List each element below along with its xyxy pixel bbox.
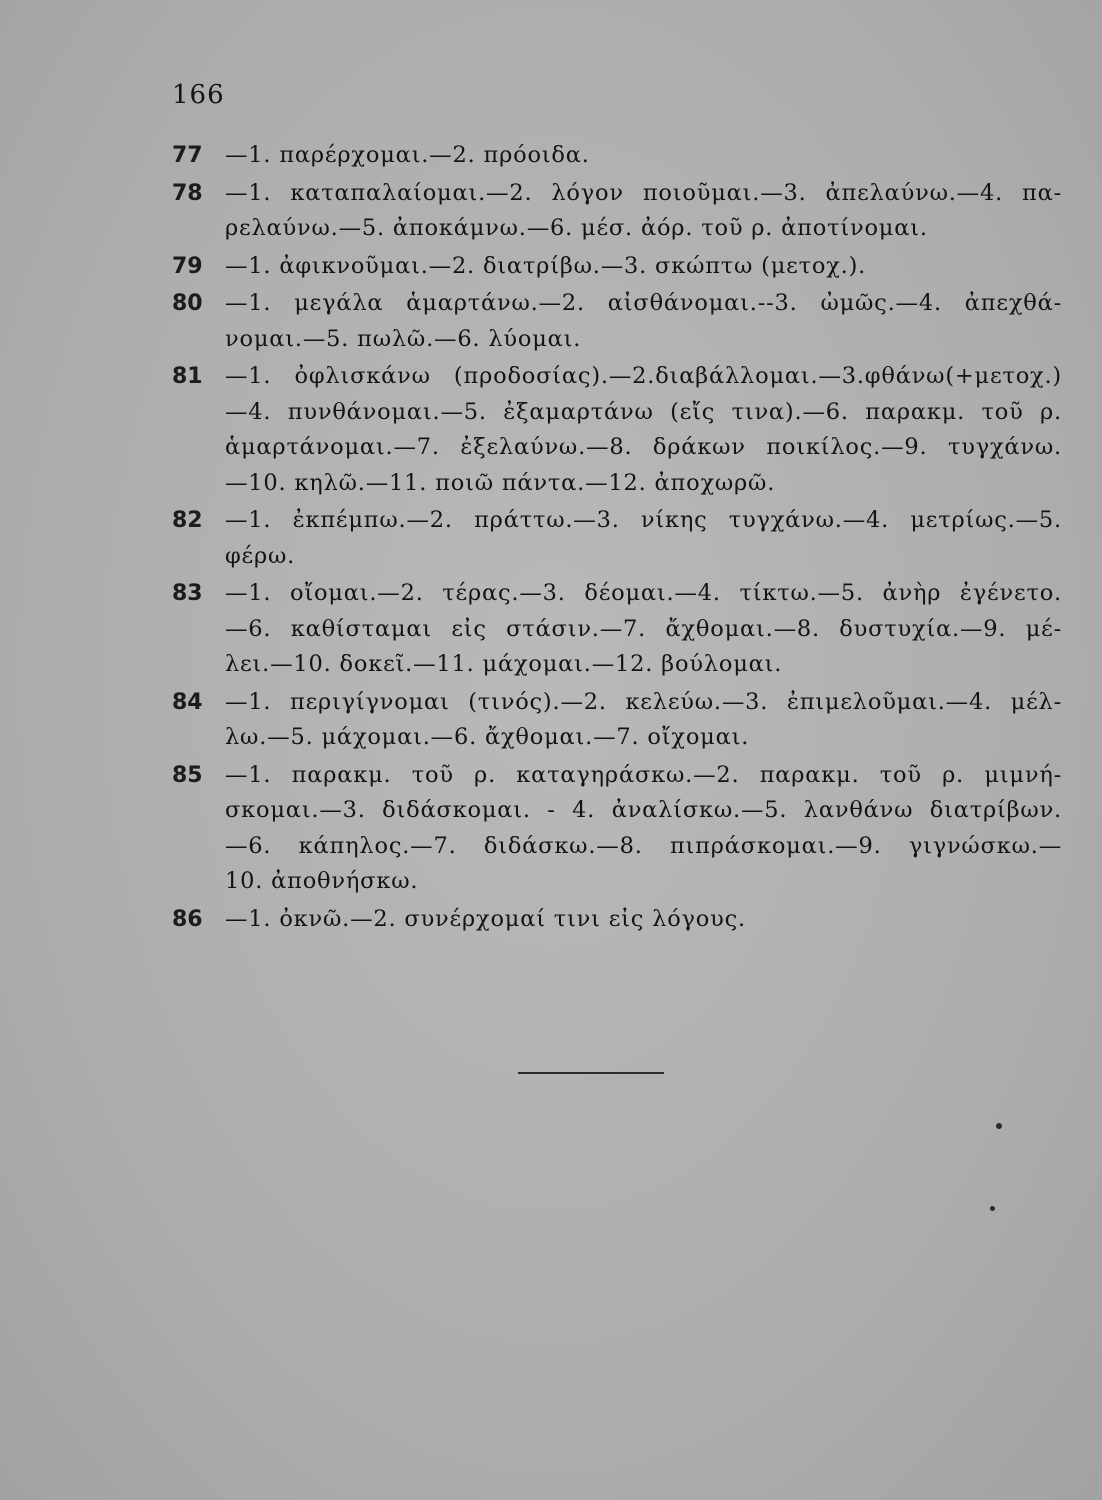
entry-line: σκομαι.—3. διδάσκομαι. - 4. ἀναλίσκω.—5. λανθάνω διατρίβων. [225,797,1062,823]
entry-86 [172,902,1062,938]
entry-number: 83 [172,581,203,606]
page-number: 166 [172,80,225,110]
entry-line: —6. καθίσταμαι εἰς στάσιν.—7. ἄχθομαι.—8. δυστυχία.—9. μέ- [225,615,1062,642]
entry-line: —1. μεγάλα ἁμαρτάνω.—2. αἰσθάνομαι.--3. ὠμῶς.—4. ἀπεχθά- [225,290,1062,316]
entry-number: 84 [172,689,203,715]
entry-line: —6. κάπηλος.—7. διδάσκω.—8. πιπράσκομαι.—9. γιγνώσκω.— [225,832,1062,859]
entry-line: —4. πυνθάνομαι.—5. ἐξαμαρτάνω (εἴς τινα).—6. παρακμ. τοῦ ρ. [225,398,1062,425]
entry-number: 85 [172,762,203,788]
entry-line: ρελαύνω.—5. ἀποκάμνω.—6. μέσ. ἀόρ. τοῦ ρ. ἀποτίνομαι. [225,215,928,241]
entry-line: —1. ὀφλισκάνω (προδοσίας).—2.διαβάλλομαι.—3.φθάνω(+μετοχ.) [225,363,1062,389]
entry-line: —1. καταπαλαίομαι.—2. λόγον ποιοῦμαι.—3. ἀπελαύνω.—4. πα- [225,179,1062,206]
entry-line: 10. ἀποθνήσκω. [225,868,419,894]
entry-82 [172,503,1062,574]
entry-number: 82 [172,508,203,533]
entry-line: —1. περιγίγνομαι (τινός).—2. κελεύω.—3. ἐπιμελοῦμαι.—4. μέλ- [225,688,1062,715]
entry-81 [172,359,1062,501]
answer-key-list [172,138,1062,939]
entry-line: νομαι.—5. πωλῶ.—6. λύομαι. [225,325,582,352]
entry-line: λει.—10. δοκεῖ.—11. μάχομαι.—12. βούλομαι. [225,651,783,677]
entry-line: —1. οἴομαι.—2. τέρας.—3. δέομαι.—4. τίκτω.—5. ἀνὴρ ἐγένετο. [225,580,1062,606]
ink-speck [996,1123,1002,1129]
entry-line: —1. ὀκνῶ.—2. συνέρχομαί τινι εἰς λόγους. [225,905,746,932]
entry-line: —1. παρέρχομαι.—2. πρόοιδα. [225,142,590,168]
entry-number: 78 [172,180,203,206]
entry-line: λω.—5. μάχομαι.—6. ἄχθομαι.—7. οἴχομαι. [225,724,750,750]
entry-line: —10. κηλῶ.—11. ποιῶ πάντα.—12. ἀποχωρῶ. [225,469,776,496]
entry-79 [172,249,1062,285]
entry-line: ἁμαρτάνομαι.—7. ἐξελαύνω.—8. δράκων ποικίλος.—9. τυγχάνω. [225,434,1062,460]
entry-number: 79 [172,253,203,279]
entry-84 [172,685,1062,756]
entry-line: φέρω. [225,542,296,569]
entry-number: 86 [172,906,203,932]
entry-85 [172,758,1062,900]
ink-speck [990,1206,995,1211]
entry-number: 77 [172,143,203,168]
entry-number: 81 [172,364,203,389]
entry-line: —1. ἀφικνοῦμαι.—2. διατρίβω.—3. σκώπτω (μετοχ.). [225,252,867,279]
entry-83 [172,576,1062,683]
section-divider [518,1072,664,1074]
entry-number: 80 [172,291,203,316]
entry-line: —1. παρακμ. τοῦ ρ. καταγηράσκω.—2. παρακμ. τοῦ ρ. μιμνή- [225,761,1062,788]
entry-77 [172,138,1062,174]
entry-80 [172,286,1062,357]
entry-78 [172,176,1062,247]
entry-line: —1. ἐκπέμπω.—2. πράττω.—3. νίκης τυγχάνω.—4. μετρίως.—5. [225,507,1062,533]
